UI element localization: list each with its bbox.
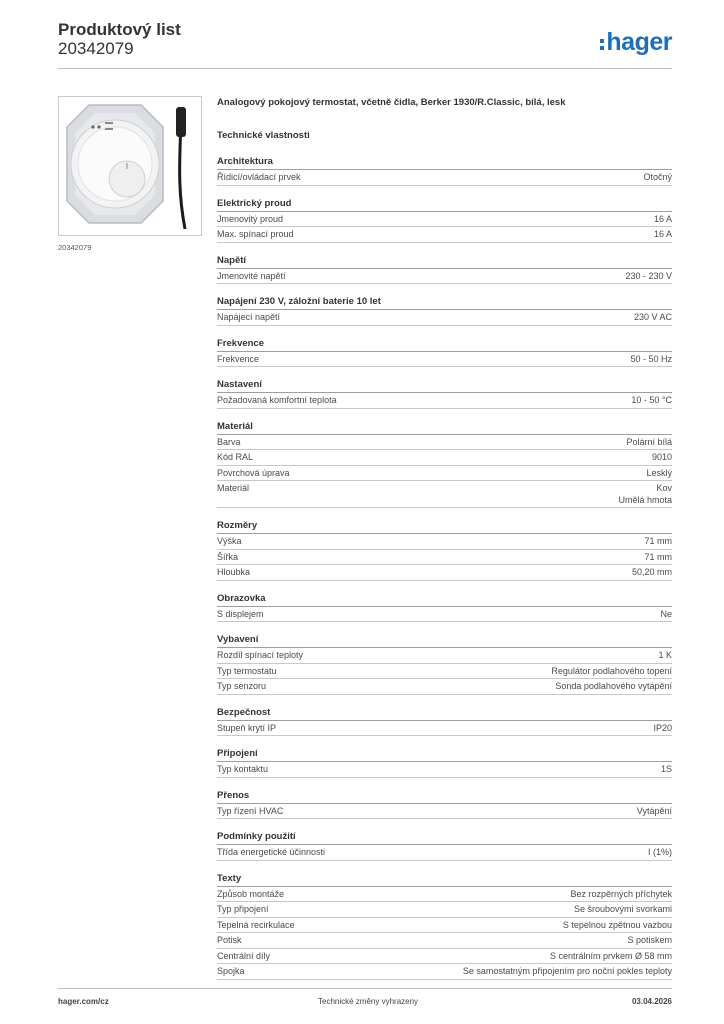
spec-row: [217, 393, 672, 409]
image-caption: 20342079: [58, 243, 92, 252]
spec-label: Typ senzoru: [217, 681, 267, 691]
spec-value-line: Vytápění: [636, 805, 672, 816]
spec-value: [643, 172, 672, 184]
spec-row: [217, 227, 672, 243]
spec-label: Napájecí napětí: [217, 312, 281, 322]
spec-section: [217, 156, 672, 186]
spec-label: Šířka: [217, 551, 239, 562]
spec-value: [646, 468, 672, 480]
hager-logo: [600, 30, 672, 54]
spec-value-line: 71 mm: [644, 536, 672, 546]
spec-value: [644, 552, 672, 564]
section-title: Elektrický proud: [217, 198, 672, 212]
spec-label: Typ kontaktu: [217, 764, 269, 774]
spec-label: S displejem: [217, 608, 264, 619]
spec-label: Hloubka: [217, 567, 251, 577]
spec-content: [217, 97, 672, 980]
spec-value-line: 1 K: [658, 650, 672, 660]
spec-section: [217, 255, 672, 285]
spec-value: [574, 904, 672, 916]
spec-value: [661, 764, 672, 776]
section-title: Nastavení: [217, 379, 672, 393]
spec-value: [555, 681, 672, 693]
spec-value-line: 16 A: [653, 213, 672, 224]
spec-label: Tepelná recirkulace: [217, 919, 295, 930]
spec-value-line: 50 - 50 Hz: [630, 353, 672, 364]
spec-value: [653, 723, 672, 735]
spec-row: [217, 887, 672, 903]
spec-value: [626, 437, 672, 449]
spec-label: Spojka: [217, 966, 245, 976]
spec-row: [217, 534, 672, 550]
spec-value-line: 1S: [660, 764, 672, 774]
section-title: Frekvence: [217, 338, 672, 352]
spec-section: [217, 379, 672, 409]
spec-row: [217, 435, 672, 451]
spec-value: [631, 395, 672, 407]
spec-value-line: 230 V AC: [633, 312, 672, 322]
spec-row: [217, 664, 672, 680]
spec-row: [217, 212, 672, 228]
spec-value-line: S potiskem: [627, 935, 672, 945]
technical-properties-heading: Technické vlastnosti: [217, 130, 310, 141]
spec-row: [217, 949, 672, 965]
spec-label: Typ připojení: [217, 904, 269, 914]
section-title: Materiál: [217, 421, 672, 435]
spec-label: Frekvence: [217, 353, 260, 364]
spec-value-line: Ne: [660, 608, 672, 619]
spec-row: [217, 648, 672, 664]
spec-value-line: S centrálním prvkem Ø 58 mm: [549, 950, 672, 961]
spec-value-line: Lesklý: [646, 467, 672, 478]
spec-value: [654, 214, 672, 226]
section-title: Napájení 230 V, záložní baterie 10 let: [217, 296, 672, 310]
spec-row: [217, 607, 672, 623]
spec-section: [217, 831, 672, 861]
spec-value-line: Sonda podlahového vytápění: [555, 681, 672, 691]
spec-label: Jmenovité napětí: [217, 270, 286, 281]
product-name: Analogový pokojový termostat, včetně čidla, Berker 1930/R.Classic, bílá, lesk: [217, 97, 566, 108]
spec-value: [634, 312, 672, 324]
product-image: [58, 96, 202, 236]
spec-value: [637, 806, 672, 818]
spec-value-line: IP20: [653, 722, 672, 733]
spec-section: [217, 421, 672, 509]
spec-label: Jmenovitý proud: [217, 213, 284, 224]
spec-label: Výška: [217, 536, 242, 546]
spec-row: [217, 918, 672, 934]
spec-row: [217, 170, 672, 186]
spec-row: [217, 721, 672, 737]
spec-row: [217, 762, 672, 778]
footer-divider: [58, 988, 672, 989]
spec-value-line: Kov: [656, 483, 672, 493]
spec-value-line: S tepelnou zpětnou vazbou: [562, 919, 672, 930]
spec-row: [217, 933, 672, 949]
spec-label: Způsob montáže: [217, 888, 285, 899]
logo-dots-icon: [600, 39, 604, 50]
page-footer: [58, 997, 672, 1011]
spec-label: Typ řízení HVAC: [217, 805, 284, 816]
spec-row: [217, 352, 672, 368]
spec-value-line: I (1%): [647, 847, 672, 857]
spec-row: [217, 269, 672, 285]
spec-section: [217, 593, 672, 623]
spec-value-line: Se samostatným připojením pro noční pokles teploty: [462, 966, 672, 976]
spec-value: [550, 951, 672, 963]
header-divider: [58, 68, 672, 69]
section-title: Přenos: [217, 790, 672, 804]
spec-value: [463, 966, 672, 978]
spec-value: [660, 609, 672, 621]
spec-section: [217, 338, 672, 368]
spec-value: [570, 889, 672, 901]
spec-label: Kód RAL: [217, 452, 254, 462]
spec-row: [217, 902, 672, 918]
spec-label: Materiál: [217, 483, 250, 493]
document-title: Produktový list: [58, 20, 181, 39]
spec-sections: [217, 156, 672, 980]
spec-section: [217, 296, 672, 326]
spec-label: Barva: [217, 436, 241, 447]
spec-value-line: 10 - 50 °C: [631, 395, 672, 405]
spec-value-line: 71 mm: [644, 551, 672, 562]
spec-label: Třída energetické účinnosti: [217, 847, 326, 857]
spec-value: [632, 567, 672, 579]
spec-label: Rozdíl spínací teploty: [217, 650, 304, 660]
section-title: Vybavení: [217, 634, 672, 648]
spec-value: [627, 935, 672, 947]
spec-value: [625, 271, 672, 283]
spec-label: Stupeň krytí IP: [217, 722, 277, 733]
spec-value-line: Se šroubovými svorkami: [573, 904, 672, 914]
spec-label: Max. spínací proud: [217, 229, 294, 239]
spec-row: [217, 804, 672, 820]
spec-label: Povrchová úprava: [217, 467, 290, 478]
section-title: Podmínky použití: [217, 831, 672, 845]
spec-section: [217, 520, 672, 581]
spec-row: [217, 565, 672, 581]
spec-section: [217, 873, 672, 980]
spec-value-line: 9010: [651, 452, 672, 462]
footer-website-link[interactable]: hager.com/cz: [58, 997, 109, 1006]
spec-value-line: Otočný: [643, 172, 672, 182]
footer-disclaimer: Technické změny vyhrazeny: [318, 997, 419, 1006]
section-title: Napětí: [217, 255, 672, 269]
spec-label: Požadovaná komfortní teplota: [217, 395, 337, 405]
spec-value-line: Regulátor podlahového topení: [551, 665, 672, 676]
spec-row: [217, 450, 672, 466]
section-title: Obrazovka: [217, 593, 672, 607]
spec-row: [217, 964, 672, 980]
spec-row: [217, 481, 672, 508]
spec-value: [630, 354, 672, 366]
spec-section: [217, 790, 672, 820]
footer-date: 03.04.2026: [631, 997, 672, 1006]
spec-value: [652, 452, 672, 464]
product-number: 20342079: [58, 39, 134, 58]
spec-section: [217, 634, 672, 695]
spec-label: Typ termostatu: [217, 665, 277, 676]
spec-row: [217, 550, 672, 566]
spec-row: [217, 466, 672, 482]
section-title: Architektura: [217, 156, 672, 170]
thermostat-image-icon: [59, 97, 201, 235]
spec-section: [217, 198, 672, 243]
spec-value: [563, 920, 672, 932]
page-header: [58, 20, 672, 70]
section-title: Připojení: [217, 748, 672, 762]
spec-value-line: 50,20 mm: [631, 567, 672, 577]
logo-text: hager: [606, 28, 672, 56]
spec-value: [654, 229, 672, 241]
spec-value: [551, 666, 672, 678]
spec-row: [217, 310, 672, 326]
spec-label: Centrální díly: [217, 950, 271, 961]
section-title: Bezpečnost: [217, 707, 672, 721]
section-title: Texty: [217, 873, 672, 887]
spec-section: [217, 707, 672, 737]
spec-value: [658, 650, 672, 662]
spec-value-line: 16 A: [653, 229, 672, 239]
spec-value-line: Polární bílá: [626, 436, 672, 447]
spec-value: [644, 536, 672, 548]
section-title: Rozměry: [217, 520, 672, 534]
spec-value-line: 230 - 230 V: [625, 270, 672, 281]
spec-value: [618, 483, 672, 506]
spec-value-line: Umělá hmota: [618, 494, 672, 505]
spec-value: [648, 847, 672, 859]
spec-value-line: Bez rozpěrných příchytek: [570, 888, 672, 899]
spec-label: Řídicí/ovládací prvek: [217, 172, 301, 182]
spec-row: [217, 679, 672, 695]
spec-label: Potisk: [217, 935, 242, 945]
spec-row: [217, 845, 672, 861]
spec-section: [217, 748, 672, 778]
